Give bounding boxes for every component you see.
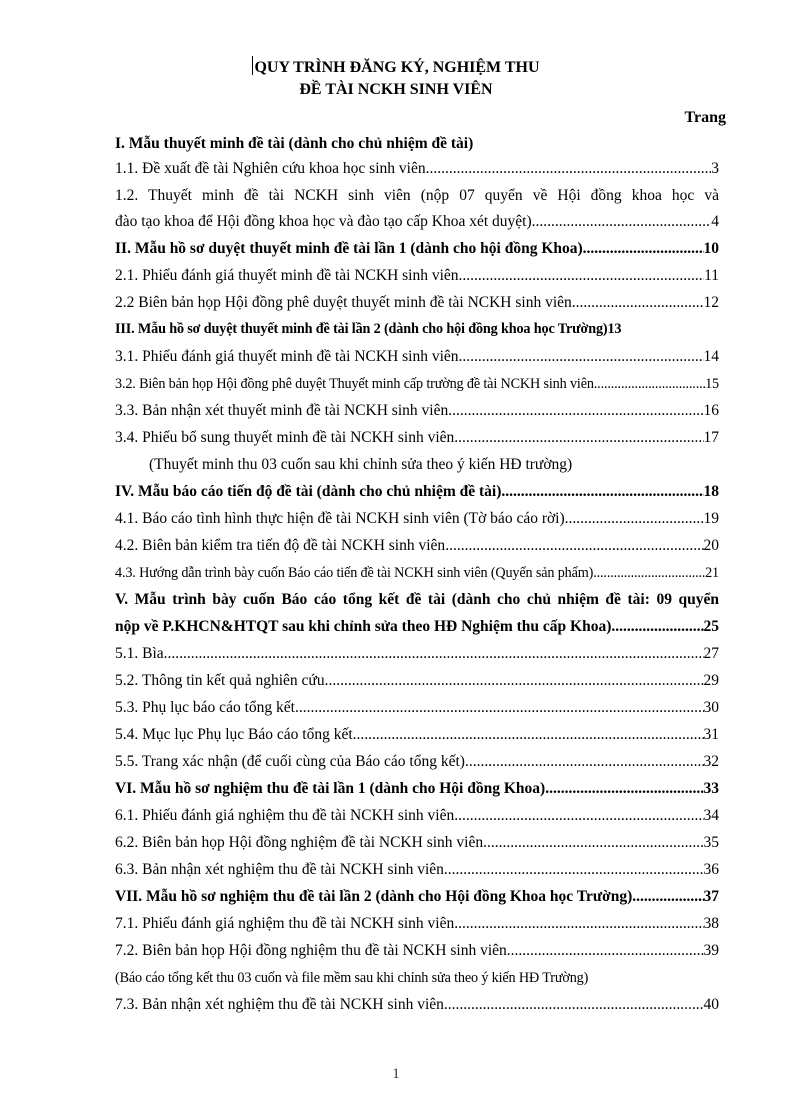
- toc-page-number: 13: [607, 321, 622, 337]
- toc-page-number: 32: [703, 753, 719, 770]
- toc-leader-dots: [426, 157, 712, 181]
- toc-entry-title: II. Mẫu hồ sơ duyệt thuyết minh đề tài lần 1 (dành cho hội đồng Khoa): [115, 240, 583, 257]
- toc-leader-dots: [507, 939, 704, 963]
- toc-page-number: 3: [711, 160, 719, 177]
- toc-entry-title: 3.2. Biên bản họp Hội đồng phê duyệt Thuyết minh cấp trường đề tài NCKH sinh viên: [115, 376, 594, 392]
- toc-page-number: 14: [703, 348, 719, 365]
- toc-entry-title: VI. Mẫu hồ sơ nghiệm thu đề tài lần 1 (dành cho Hội đồng Khoa): [115, 780, 546, 797]
- toc-leader-dots: [465, 750, 704, 774]
- toc-entry: [115, 939, 719, 963]
- toc-entry: [115, 453, 753, 477]
- toc-leader-dots: [444, 858, 704, 882]
- toc-entry-title: nộp về P.KHCN&HTQT sau khi chỉnh sửa theo HĐ Nghiệm thu cấp Khoa): [115, 618, 612, 635]
- toc-entry-title: III. Mẫu hồ sơ duyệt thuyết minh đề tài lần 2 (dành cho hội đồng khoa học Trường): [115, 321, 608, 337]
- toc-page-number: 10: [703, 240, 719, 257]
- toc-leader-dots: [444, 993, 704, 1017]
- toc-leader-dots: [454, 912, 703, 936]
- toc-section-heading: [115, 588, 719, 612]
- toc-entry-title: 4.3. Hướng dẫn trình bày cuốn Báo cáo tiến đề tài NCKH sinh viên (Quyển sản phẩm): [115, 565, 594, 581]
- toc-page-number: 17: [703, 429, 719, 446]
- toc-page-number: 4: [711, 213, 719, 230]
- toc-entry-title: 5.2. Thông tin kết quả nghiên cứu: [115, 672, 325, 689]
- toc-entry-title: 5.3. Phụ lục báo cáo tổng kết: [115, 699, 295, 716]
- toc-leader-dots: [632, 885, 703, 909]
- toc-section-heading: [115, 615, 719, 639]
- toc-leader-dots: [593, 561, 705, 585]
- toc-entry-title: 7.1. Phiếu đánh giá nghiệm thu đề tài NCKH sinh viên: [115, 915, 455, 932]
- toc-entry-title: 4.1. Báo cáo tình hình thực hiện đề tài NCKH sinh viên (Tờ báo cáo rời): [115, 510, 565, 527]
- toc-entry: [115, 534, 719, 558]
- toc-page-number: 39: [703, 942, 719, 959]
- document-title-line-1: [0, 56, 792, 77]
- toc-leader-dots: [611, 615, 703, 639]
- toc-entry-title: (Báo cáo tổng kết thu 03 cuốn và file mềm sau khi chỉnh sửa theo ý kiến HĐ Trường): [115, 970, 589, 986]
- toc-entry-title: 3.1. Phiếu đánh giá thuyết minh đề tài NCKH sinh viên: [115, 348, 459, 365]
- toc-page-number: 38: [703, 915, 719, 932]
- toc-leader-dots: [565, 507, 704, 531]
- toc-section-heading: [115, 777, 719, 801]
- toc-section-heading: [115, 317, 719, 341]
- toc-entry-title: (Thuyết minh thu 03 cuốn sau khi chỉnh sửa theo ý kiến HĐ trường): [149, 456, 573, 473]
- toc-entry-title: 2.1. Phiếu đánh giá thuyết minh đề tài NCKH sinh viên: [115, 267, 459, 284]
- toc-entry: [115, 723, 719, 747]
- toc-entry-title: 5.4. Mục lục Phụ lục Báo cáo tổng kết: [115, 726, 353, 743]
- page-number: 1: [392, 1066, 400, 1082]
- toc-leader-dots: [545, 777, 703, 801]
- toc-entry-title: I. Mẫu thuyết minh đề tài (dành cho chủ nhiệm đề tài): [115, 135, 474, 152]
- toc-entry-title: 7.3. Bản nhận xét nghiệm thu đề tài NCKH sinh viên: [115, 996, 444, 1013]
- toc-entry-title: 7.2. Biên bản họp Hội đồng nghiệm thu đề tài NCKH sinh viên: [115, 942, 507, 959]
- toc-entry: [115, 561, 719, 585]
- toc-page-number: 34: [703, 807, 719, 824]
- toc-leader-dots: [459, 264, 705, 288]
- toc-page-number: 21: [705, 565, 719, 581]
- document-title-line-2: ĐỀ TÀI NCKH SINH VIÊN: [299, 81, 493, 98]
- toc-entry-title: 3.3. Bản nhận xét thuyết minh đề tài NCKH sinh viên: [115, 402, 449, 419]
- toc-section-heading: [115, 132, 719, 156]
- toc-page-number: 12: [703, 294, 719, 311]
- toc-leader-dots: [594, 372, 705, 396]
- toc-entry-title: 6.1. Phiếu đánh giá nghiệm thu đề tài NCKH sinh viên: [115, 807, 455, 824]
- toc-entry-title: 5.1. Bìa: [115, 645, 164, 662]
- toc-page-number: 40: [703, 996, 719, 1013]
- toc-page-number: 20: [703, 537, 719, 554]
- toc-entry: [115, 399, 719, 423]
- toc-page-number: 36: [703, 861, 719, 878]
- toc-entry-title: IV. Mẫu báo cáo tiến độ đề tài (dành cho chủ nhiệm đề tài): [115, 483, 502, 500]
- toc-leader-dots: [448, 399, 703, 423]
- toc-entry-title: V. Mẫu trình bày cuốn Báo cáo tổng kết đề tài (dành cho chủ nhiệm đề tài: 09 quyển: [115, 591, 719, 608]
- toc-page-number: 25: [703, 618, 719, 635]
- toc-entry: [115, 831, 719, 855]
- toc-section-heading: [115, 237, 719, 261]
- toc-section-heading: [115, 480, 719, 504]
- toc-page-number: 33: [703, 780, 719, 797]
- toc-entry: [115, 210, 719, 234]
- toc-entry-title: 2.2 Biên bản họp Hội đồng phê duyệt thuyết minh đề tài NCKH sinh viên: [115, 294, 572, 311]
- toc-entry: [115, 291, 719, 315]
- toc-entry-title: đào tạo khoa để Hội đồng khoa học và đào tạo cấp Khoa xét duyệt): [115, 213, 532, 230]
- toc-entry: [115, 507, 719, 531]
- toc-page-number: 11: [704, 267, 719, 284]
- toc-page-number: 16: [703, 402, 719, 419]
- toc-entry-title: VII. Mẫu hồ sơ nghiệm thu đề tài lần 2 (dành cho Hội đồng Khoa học Trường): [115, 888, 633, 905]
- toc-page-number: 31: [703, 726, 719, 743]
- title-line-1-text: QUY TRÌNH ĐĂNG KÝ, NGHIỆM THU: [254, 59, 540, 76]
- toc-leader-dots: [353, 723, 704, 747]
- toc-entry: [115, 426, 719, 450]
- toc-entry-title: 5.5. Trang xác nhận (để cuối cùng của Báo cáo tổng kết): [115, 753, 465, 770]
- toc-entry: [115, 157, 719, 181]
- toc-section-heading: [115, 885, 719, 909]
- toc-entry-title: 6.2. Biên bản họp Hội đồng nghiệm đề tài NCKH sinh viên: [115, 834, 484, 851]
- toc-leader-dots: [454, 804, 703, 828]
- toc-leader-dots: [164, 642, 704, 666]
- toc-entry: [115, 696, 719, 720]
- toc-leader-dots: [445, 534, 703, 558]
- toc-entry: [115, 669, 719, 693]
- toc-entry: [115, 966, 719, 990]
- toc-leader-dots: [532, 210, 712, 234]
- toc-leader-dots: [572, 291, 704, 315]
- toc-page-number: 35: [703, 834, 719, 851]
- toc-leader-dots: [583, 237, 704, 261]
- toc-entry: [115, 993, 719, 1017]
- toc-entry: [115, 642, 719, 666]
- toc-entry: [115, 345, 719, 369]
- toc-page-number: 18: [703, 483, 719, 500]
- toc-leader-dots: [295, 696, 704, 720]
- toc-page-number: 37: [703, 888, 719, 905]
- toc-page-number: 27: [703, 645, 719, 662]
- toc-leader-dots: [501, 480, 703, 504]
- toc-page-number: 29: [703, 672, 719, 689]
- toc-leader-dots: [459, 345, 704, 369]
- toc-leader-dots: [454, 426, 703, 450]
- toc-leader-dots: [325, 669, 704, 693]
- toc-page-number: 15: [705, 376, 719, 392]
- toc-entry: [115, 858, 719, 882]
- toc-leader-dots: [483, 831, 703, 855]
- toc-entry: [115, 264, 719, 288]
- toc-entry: [115, 372, 719, 396]
- toc-entry-title: 1.2. Thuyết minh đề tài NCKH sinh viên (nộp 07 quyển về Hội đồng khoa học và: [115, 187, 719, 204]
- toc-page-number: 19: [703, 510, 719, 527]
- toc-entry: [115, 750, 719, 774]
- toc-entry: [115, 912, 719, 936]
- toc-entry: [115, 804, 719, 828]
- toc-entry-title: 1.1. Đề xuất đề tài Nghiên cứu khoa học sinh viên: [115, 160, 426, 177]
- toc-entry-title: 4.2. Biên bản kiểm tra tiến độ đề tài NCKH sinh viên: [115, 537, 446, 554]
- toc-entry-title: 3.4. Phiếu bổ sung thuyết minh đề tài NCKH sinh viên: [115, 429, 455, 446]
- toc-entry-title: 6.3. Bản nhận xét nghiệm thu đề tài NCKH sinh viên: [115, 861, 444, 878]
- page-column-header: Trang: [684, 109, 726, 126]
- toc-entry: [115, 184, 719, 208]
- toc-page-number: 30: [703, 699, 719, 716]
